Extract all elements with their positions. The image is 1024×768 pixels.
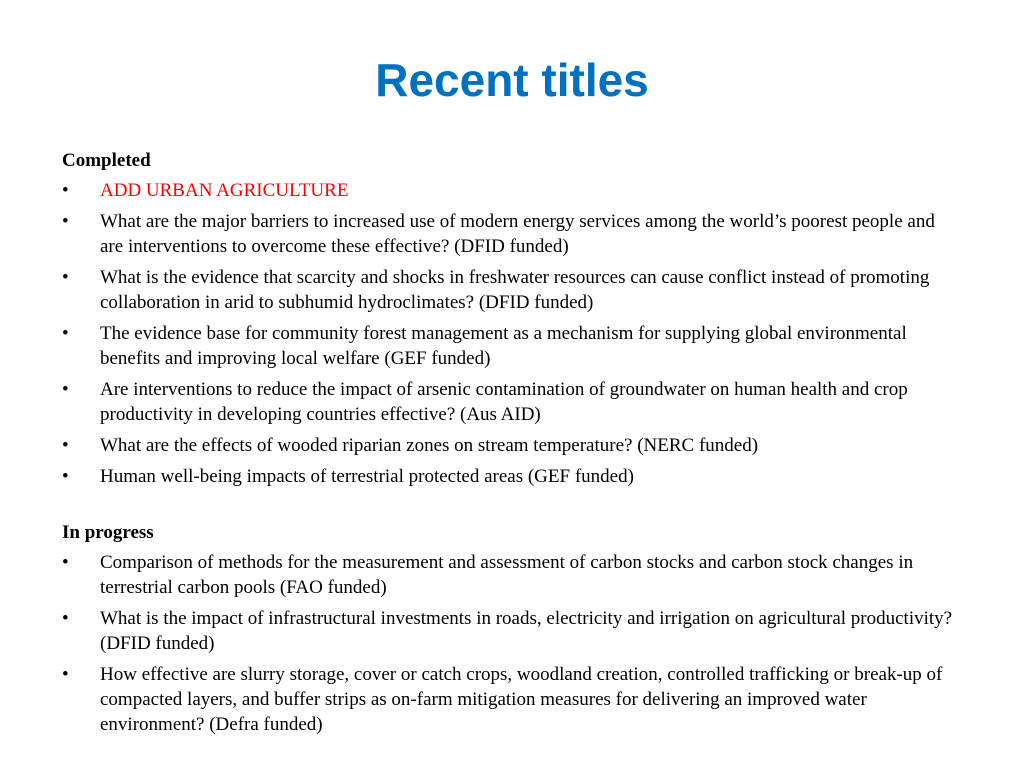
bullet-icon: • (62, 466, 69, 487)
list-item (62, 377, 962, 427)
list-item-text: The evidence base for community forest management as a mechanism for supplying global environmental benefits and improving local welfare (GEF funded) (100, 323, 907, 369)
list-item (62, 464, 962, 489)
bullet-icon: • (62, 323, 69, 344)
in-progress-heading: In progress (62, 522, 154, 543)
completed-list (62, 178, 962, 489)
bullet-icon: • (62, 379, 69, 400)
list-item (62, 178, 962, 203)
bullet-icon: • (62, 267, 69, 288)
list-item (62, 550, 962, 600)
in-progress-list (62, 550, 962, 737)
bullet-icon: • (62, 552, 69, 573)
slide-title: Recent titles (375, 54, 649, 106)
list-item-text: What are the major barriers to increased use of modern energy services among the world’s poorest people and are interventions to overcome these effective? (DFID funded) (100, 211, 935, 257)
list-item-text: How effective are slurry storage, cover or catch crops, woodland creation, controlled trafficking or break-up of compacted layers, and buffer strips as on-farm mitigation measures for delivering an improved water environment? (Defra funded) (100, 664, 943, 735)
list-item-text: Comparison of methods for the measurement and assessment of carbon stocks and carbon stock changes in terrestrial carbon pools (FAO funded) (100, 552, 914, 598)
list-item-text: Human well-being impacts of terrestrial protected areas (GEF funded) (100, 466, 634, 487)
list-item-text: What is the evidence that scarcity and shocks in freshwater resources can cause conflict instead of promoting collaboration in arid to subhumid hydroclimates? (DFID funded) (100, 267, 930, 313)
completed-heading: Completed (62, 150, 151, 171)
section-spacer (62, 495, 962, 520)
bullet-icon: • (62, 664, 69, 685)
bullet-icon: • (62, 180, 69, 201)
bullet-icon: • (62, 608, 69, 629)
list-item-text: What are the effects of wooded riparian zones on stream temperature? (NERC funded) (100, 435, 759, 456)
list-item (62, 606, 962, 656)
list-item (62, 209, 962, 259)
slide-content (62, 148, 962, 743)
list-item (62, 433, 962, 458)
list-item-text: Are interventions to reduce the impact of arsenic contamination of groundwater on human health and crop productivity in developing countries effective? (Aus AID) (100, 379, 908, 425)
list-item-text: ADD URBAN AGRICULTURE (100, 180, 349, 201)
bullet-icon: • (62, 435, 69, 456)
list-item (62, 321, 962, 371)
list-item (62, 265, 962, 315)
list-item (62, 662, 962, 737)
list-item-text: What is the impact of infrastructural investments in roads, electricity and irrigation on agricultural productivity? (DFID funded) (100, 608, 953, 654)
bullet-icon: • (62, 211, 69, 232)
